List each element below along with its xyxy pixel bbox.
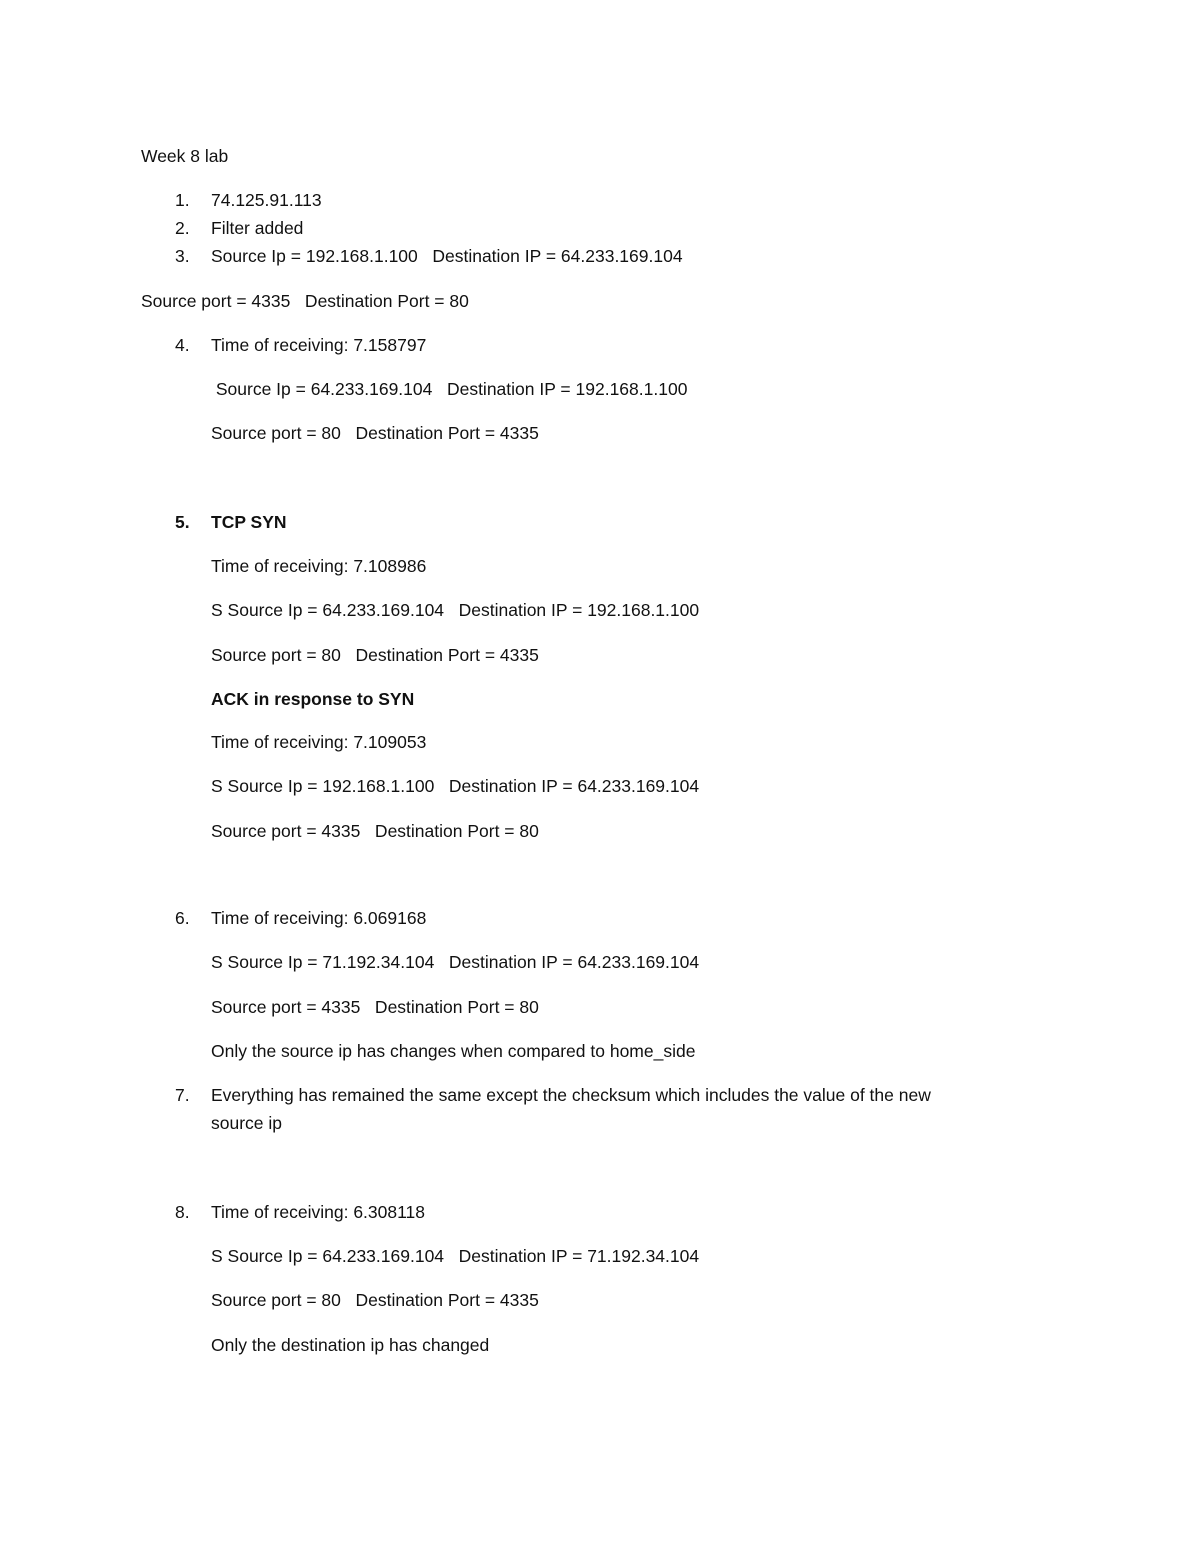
document-title: Week 8 lab <box>141 146 229 166</box>
list-number-5: 5. <box>175 512 190 532</box>
item-5-ack-ports: Source port = 4335 Destination Port = 80 <box>211 821 539 841</box>
list-number-7: 7. <box>175 1085 190 1105</box>
list-number-8: 8. <box>175 1202 190 1222</box>
list-item-2: Filter added <box>211 218 304 238</box>
item-4-ports: Source port = 80 Destination Port = 4335 <box>211 423 539 443</box>
item-5-ack-ips: S Source Ip = 192.168.1.100 Destination IP = 64.233.169.104 <box>211 776 700 796</box>
item-5-syn-time: Time of receiving: 7.108986 <box>211 556 427 576</box>
item-4-ips: Source Ip = 64.233.169.104 Destination IP = 192.168.1.100 <box>211 379 688 399</box>
item-6-ports: Source port = 4335 Destination Port = 80 <box>211 997 539 1017</box>
item-6-note: Only the source ip has changes when compared to home_side <box>211 1041 696 1061</box>
item-8-note: Only the destination ip has changed <box>211 1335 490 1355</box>
item-5-ack-heading: ACK in response to SYN <box>211 689 415 709</box>
list-item-7: Everything has remained the same except the checksum which includes the value of the new <box>211 1085 931 1105</box>
list-number-4: 4. <box>175 335 190 355</box>
list-item-4: Time of receiving: 7.158797 <box>211 335 427 355</box>
list-item-7-cont: source ip <box>211 1113 283 1133</box>
list-number-2: 2. <box>175 218 190 238</box>
list-number-6: 6. <box>175 908 190 928</box>
list-item-1: 74.125.91.113 <box>211 190 322 210</box>
list-item-5-heading: TCP SYN <box>211 512 287 532</box>
item-8-ports: Source port = 80 Destination Port = 4335 <box>211 1290 539 1310</box>
item-5-syn-ips: S Source Ip = 64.233.169.104 Destination IP = 192.168.1.100 <box>211 600 700 620</box>
list-item-6: Time of receiving: 6.069168 <box>211 908 427 928</box>
list-number-3: 3. <box>175 246 190 266</box>
item-3-ports: Source port = 4335 Destination Port = 80 <box>141 291 469 311</box>
item-6-ips: S Source Ip = 71.192.34.104 Destination IP = 64.233.169.104 <box>211 952 700 972</box>
item-8-ips: S Source Ip = 64.233.169.104 Destination IP = 71.192.34.104 <box>211 1246 700 1266</box>
list-item-3: Source Ip = 192.168.1.100 Destination IP = 64.233.169.104 <box>211 246 683 266</box>
item-5-syn-ports: Source port = 80 Destination Port = 4335 <box>211 645 539 665</box>
item-5-ack-time: Time of receiving: 7.109053 <box>211 732 427 752</box>
list-number-1: 1. <box>175 190 190 210</box>
list-item-8: Time of receiving: 6.308118 <box>211 1202 426 1222</box>
